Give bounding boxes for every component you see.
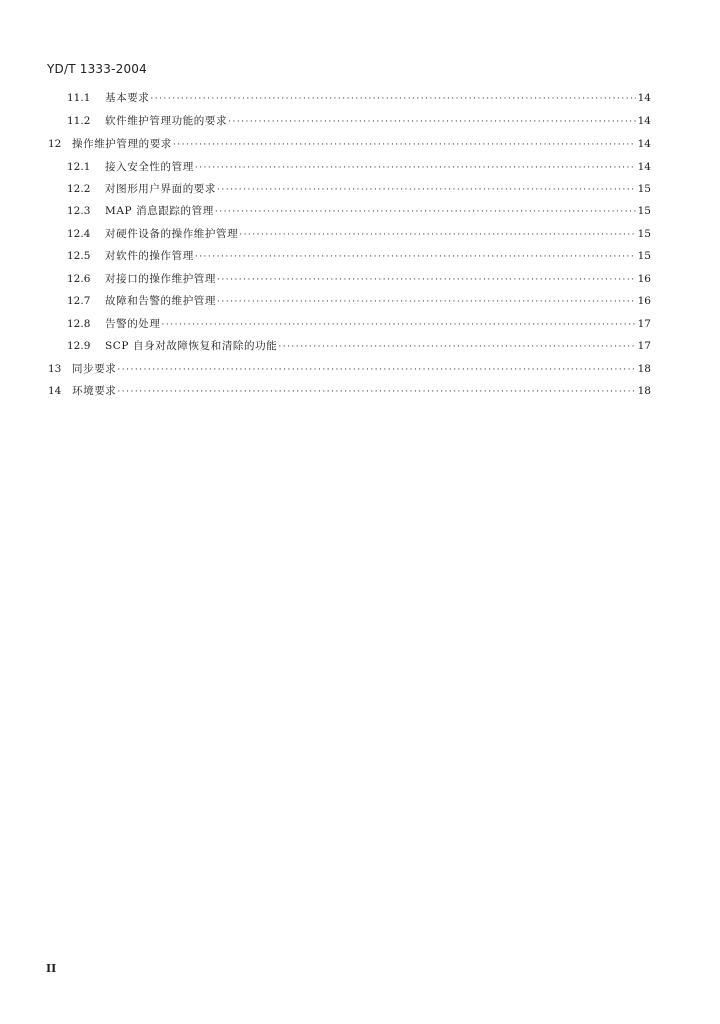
toc-dot-leader — [162, 318, 637, 332]
toc-entry-title: 同步要求 — [72, 363, 117, 375]
toc-entry-title: 对硬件设备的操作维护管理 — [105, 228, 239, 240]
toc-dot-leader — [239, 228, 636, 242]
toc-entry-page: 15 — [637, 228, 651, 240]
toc-entry-number: 12 — [48, 138, 62, 150]
toc-entry[interactable] — [67, 204, 651, 218]
toc-entry-number: 12.9 — [67, 340, 91, 352]
document-header-code: YD/T 1333-2004 — [47, 62, 147, 76]
toc-entry-number: 12.3 — [67, 205, 91, 217]
toc-entry-title: 告警的处理 — [105, 318, 161, 330]
toc-dot-leader — [117, 363, 636, 377]
toc-entry-title: 环境要求 — [72, 385, 117, 397]
toc-entry[interactable] — [67, 272, 651, 286]
toc-entry[interactable] — [48, 384, 651, 398]
toc-entry-title: 接入安全性的管理 — [105, 161, 194, 173]
toc-dot-leader — [228, 115, 636, 129]
toc-dot-leader — [195, 250, 636, 264]
toc-dot-leader — [150, 92, 636, 106]
toc-dot-leader — [173, 138, 636, 152]
toc-dot-leader — [217, 273, 636, 287]
toc-entry-page: 17 — [637, 318, 651, 330]
toc-entry-page: 15 — [637, 250, 651, 262]
toc-entry-page: 14 — [637, 92, 651, 104]
toc-entry-page: 14 — [637, 138, 651, 150]
toc-entry-page: 17 — [637, 340, 651, 352]
toc-entry-page: 14 — [637, 115, 651, 127]
toc-entry[interactable] — [67, 294, 651, 308]
toc-entry-title: 对软件的操作管理 — [105, 250, 194, 262]
toc-entry-title: 操作维护管理的要求 — [72, 138, 172, 150]
page-number: II — [46, 962, 57, 975]
toc-entry[interactable] — [67, 114, 651, 128]
toc-dot-leader — [278, 340, 636, 354]
toc-entry[interactable] — [67, 227, 651, 241]
toc-entry-number: 12.7 — [67, 295, 91, 307]
toc-entry-page: 15 — [637, 205, 651, 217]
toc-dot-leader — [215, 205, 636, 219]
toc-entry[interactable] — [67, 339, 651, 353]
toc-entry-number: 11.2 — [67, 115, 91, 127]
toc-entry-title: MAP 消息跟踪的管理 — [105, 205, 214, 217]
toc-entry-title: 故障和告警的维护管理 — [105, 295, 216, 307]
toc-entry[interactable] — [48, 137, 651, 151]
toc-entry-title: SCP 自身对故障恢复和清除的功能 — [105, 340, 278, 352]
toc-dot-leader — [195, 161, 636, 175]
toc-entry[interactable] — [67, 91, 651, 105]
toc-dot-leader — [217, 183, 636, 197]
toc-entry-page: 16 — [637, 295, 651, 307]
toc-entry-number: 12.6 — [67, 273, 91, 285]
toc-entry-page: 14 — [637, 161, 651, 173]
toc-entry-number: 12.8 — [67, 318, 91, 330]
toc-entry-page: 18 — [637, 385, 651, 397]
toc-entry-number: 14 — [48, 385, 62, 397]
toc-entry-page: 15 — [637, 183, 651, 195]
toc-entry-title: 软件维护管理功能的要求 — [105, 115, 228, 127]
toc-entry-number: 12.4 — [67, 228, 91, 240]
toc-entry-page: 18 — [637, 363, 651, 375]
toc-entry-title: 基本要求 — [105, 92, 150, 104]
toc-entry-number: 13 — [48, 363, 62, 375]
toc-entry-page: 16 — [637, 273, 651, 285]
toc-entry[interactable] — [67, 182, 651, 196]
toc-entry-title: 对接口的操作维护管理 — [105, 273, 216, 285]
toc-entry[interactable] — [67, 249, 651, 263]
toc-dot-leader — [117, 385, 636, 399]
toc-entry-number: 12.5 — [67, 250, 91, 262]
toc-entry[interactable] — [67, 317, 651, 331]
toc-entry-number: 12.2 — [67, 183, 91, 195]
toc-entry-title: 对图形用户界面的要求 — [105, 183, 216, 195]
toc-entry-number: 12.1 — [67, 161, 91, 173]
toc-entry[interactable] — [48, 362, 651, 376]
toc-dot-leader — [217, 295, 636, 309]
toc-entry-number: 11.1 — [67, 92, 91, 104]
toc-entry[interactable] — [67, 160, 651, 174]
